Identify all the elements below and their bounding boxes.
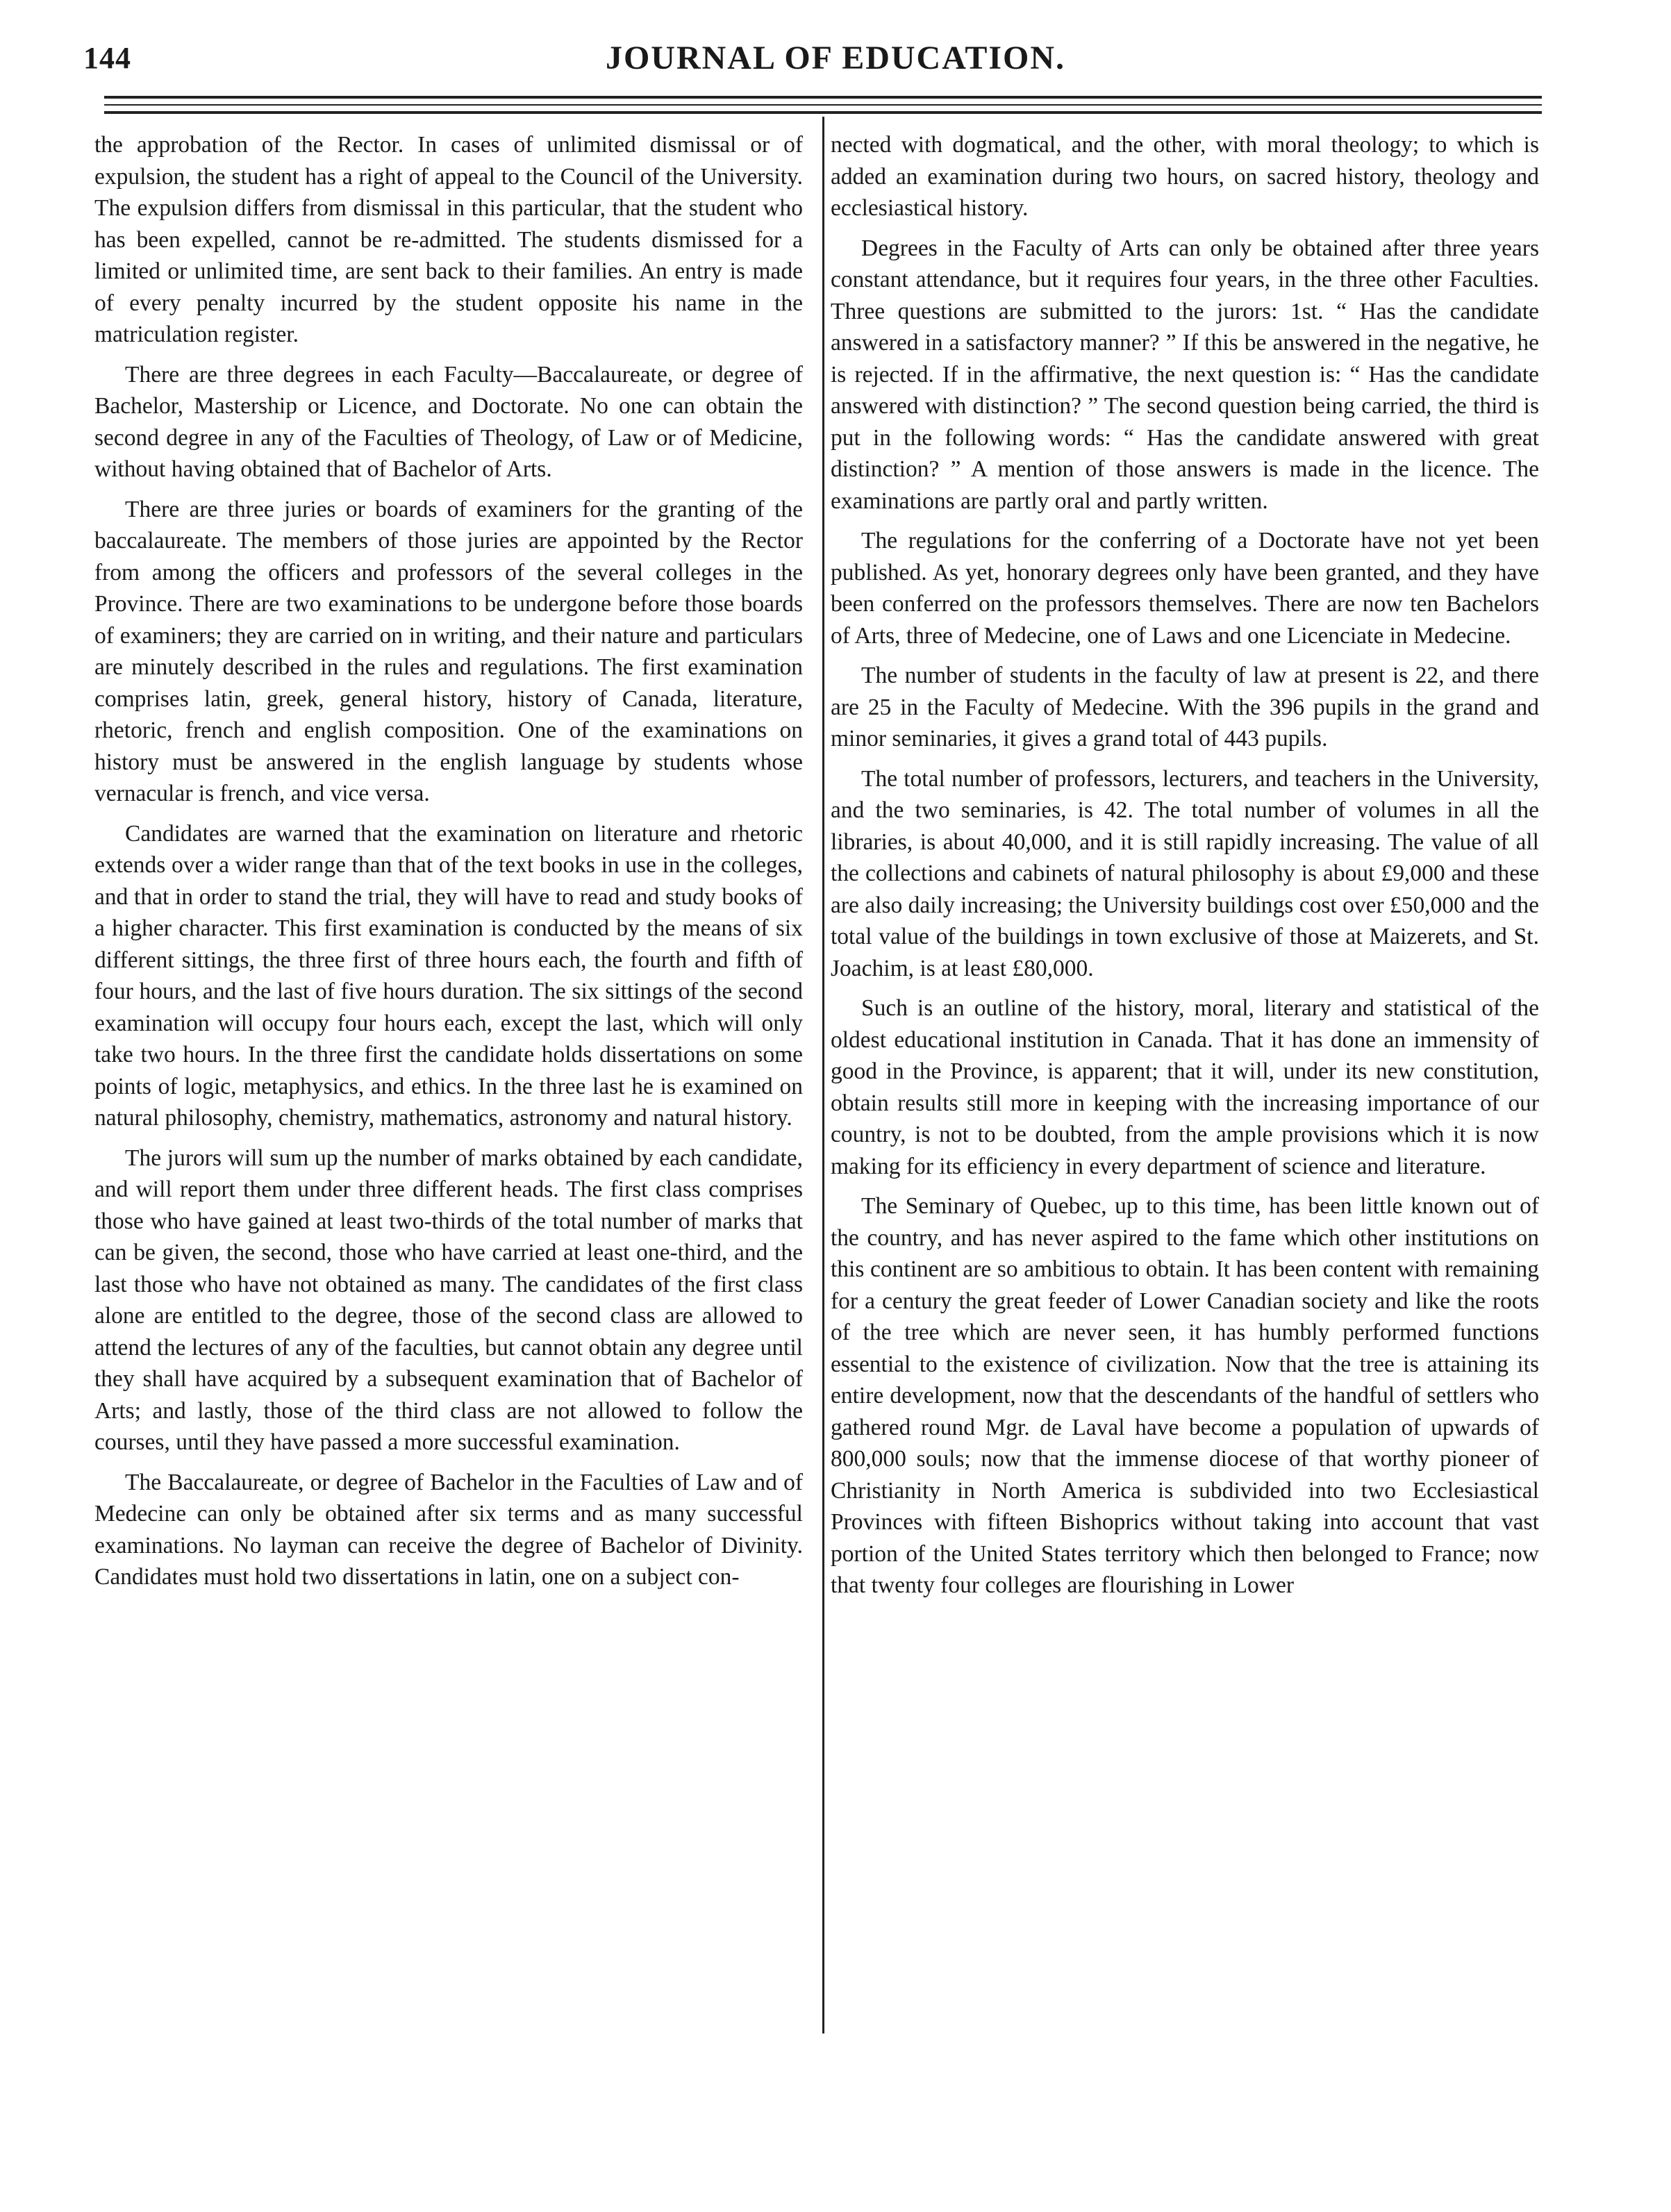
- paragraph: nected with dogmatical, and the other, with moral theology; to which is added an examination during two hours, on sacred history, theology and ecclesiastical history.: [831, 132, 1539, 221]
- paragraph: Degrees in the Faculty of Arts can only be obtained after three years constant attendance, but it requires four years, in the three other Faculties. Three questions are submitted to the jurors: 1st. “ Has the candidate answered in a satisfactory manner? ” If this be answered in the negative, he is rejected. If in the affirmative, the next question is: “ Has the candidate answered with distinction? ” The second question being carried, the third is put in the following words: “ Has the candidate answered with great distinction? ” A mention of those answers is made in the licence. The examinations are partly oral and partly written.: [831, 235, 1539, 514]
- header-rule: [104, 104, 1542, 106]
- header-rule: [104, 96, 1542, 99]
- paragraph: Such is an outline of the history, moral, literary and statistical of the oldest educational institution in Canada. That it has done an immensity of good in the Province, is apparent; that it will, under its new constitution, obtain results still more in keeping with the increasing importance of our country, is not to be doubted, from the ample provisions which it is now making for its efficiency in every department of science and literature.: [831, 995, 1539, 1179]
- paragraph: The number of students in the faculty of law at present is 22, and there are 25 in the Faculty of Medecine. With the 396 pupils in the grand and minor seminaries, it gives a grand total of 443 pupils.: [831, 663, 1539, 751]
- page-title: JOURNAL OF EDUCATION.: [605, 40, 1066, 76]
- right-column: [831, 129, 1539, 1610]
- paragraph: Candidates are warned that the examination on literature and rhetoric extends over a wider range than that of the text books in use in the colleges, and that in order to stand the trial, they will have to read and study books of a higher character. This first examination is conducted by the means of six different sittings, the three first of three hours each, the fourth and fifth of four hours, and the last of five hours duration. The six sittings of the second examination will occupy four hours each, except the last, which will only take two hours. In the three first the candidate holds dissertations on some points of logic, metaphysics, and ethics. In the three last he is examined on natural philosophy, chemistry, mathematics, astronomy and natural history.: [94, 820, 803, 1131]
- column-divider: [822, 117, 824, 2034]
- page-number: 144: [83, 41, 131, 75]
- paragraph: The total number of professors, lecturers, and teachers in the University, and the two seminaries, is 42. The total number of volumes in all the libraries, is about 40,000, and it is still rapidly increasing. The value of all the collections and cabinets of natural philosophy is about £9,000 and these are also daily increasing; the University buildings cost over £50,000 and the total value of the buildings in town exclusive of those at Maizerets, and St. Joachim, is at least £80,000.: [831, 765, 1539, 981]
- paragraph: The Seminary of Quebec, up to this time, has been little known out of the country, and has never aspired to the fame which other institutions on this continent are so ambitious to obtain. It has been content with remaining for a century the great feeder of Lower Canadian society and like the roots of the tree which are never seen, it has humbly performed functions essential to the existence of civilization. Now that the tree is attaining its entire development, now that the descendants of the handful of settlers who gathered round Mgr. de Laval have become a population of upwards of 800,000 souls; now that the immense diocese of that worthy pioneer of Christianity in North America is subdivided into two Ecclesiastical Provinces with fifteen Bishoprics without taking into account that vast portion of the United States territory which then belonged to France; now that twenty four colleges are flourishing in Lower: [831, 1193, 1539, 1598]
- paragraph: There are three degrees in each Faculty—Baccalaureate, or degree of Bachelor, Mastership or Licence, and Doctorate. No one can obtain the second degree in any of the Faculties of Theology, of Law or of Medicine, without having obtained that of Bachelor of Arts.: [94, 361, 803, 482]
- left-column: [94, 129, 803, 1602]
- paragraph: The regulations for the conferring of a Doctorate have not yet been published. As yet, honorary degrees only have been granted, and they have been conferred on the professors themselves. There are now ten Bachelors of Arts, three of Medecine, one of Laws and one Licenciate in Medecine.: [831, 528, 1539, 649]
- paragraph: There are three juries or boards of examiners for the granting of the baccalaureate. The members of those juries are appointed by the Rector from among the officers and professors of the several colleges in the Province. There are two examinations to be undergone before those boards of examiners; they are carried on in writing, and their nature and particulars are minutely described in the rules and regulations. The first examination comprises latin, greek, general history, history of Canada, literature, rhetoric, french and english composition. One of the examinations on history must be answered in the english language by students whose vernacular is french, and vice versa.: [94, 496, 803, 806]
- paragraph: The Baccalaureate, or degree of Bachelor in the Faculties of Law and of Medecine can only be obtained after six terms and as many successful examinations. No layman can receive the degree of Bachelor of Divinity. Candidates must hold two dissertations in latin, one on a subject con-: [94, 1469, 803, 1590]
- header-rule: [104, 111, 1542, 114]
- paragraph: the approbation of the Rector. In cases of unlimited dismissal or of expulsion, the student has a right of appeal to the Council of the University. The expulsion differs from dismissal in this particular, that the student who has been expelled, cannot be re-admitted. The students dismissed for a limited or unlimited time, are sent back to their families. An entry is made of every penalty incurred by the student opposite his name in the matriculation register.: [94, 132, 803, 347]
- paragraph: The jurors will sum up the number of marks obtained by each candidate, and will report them under three different heads. The first class comprises those who have gained at least two-thirds of the total number of marks that can be given, the second, those who have carried at least one-third, and the last those who have not obtained as many. The candidates of the first class alone are entitled to the degree, those of the second class are allowed to attend the lectures of any of the faculties, but cannot obtain any degree until they shall have acquired by a subsequent examination that of Bachelor of Arts; and lastly, those of the third class are not allowed to follow the courses, until they have passed a more successful examination.: [94, 1145, 803, 1455]
